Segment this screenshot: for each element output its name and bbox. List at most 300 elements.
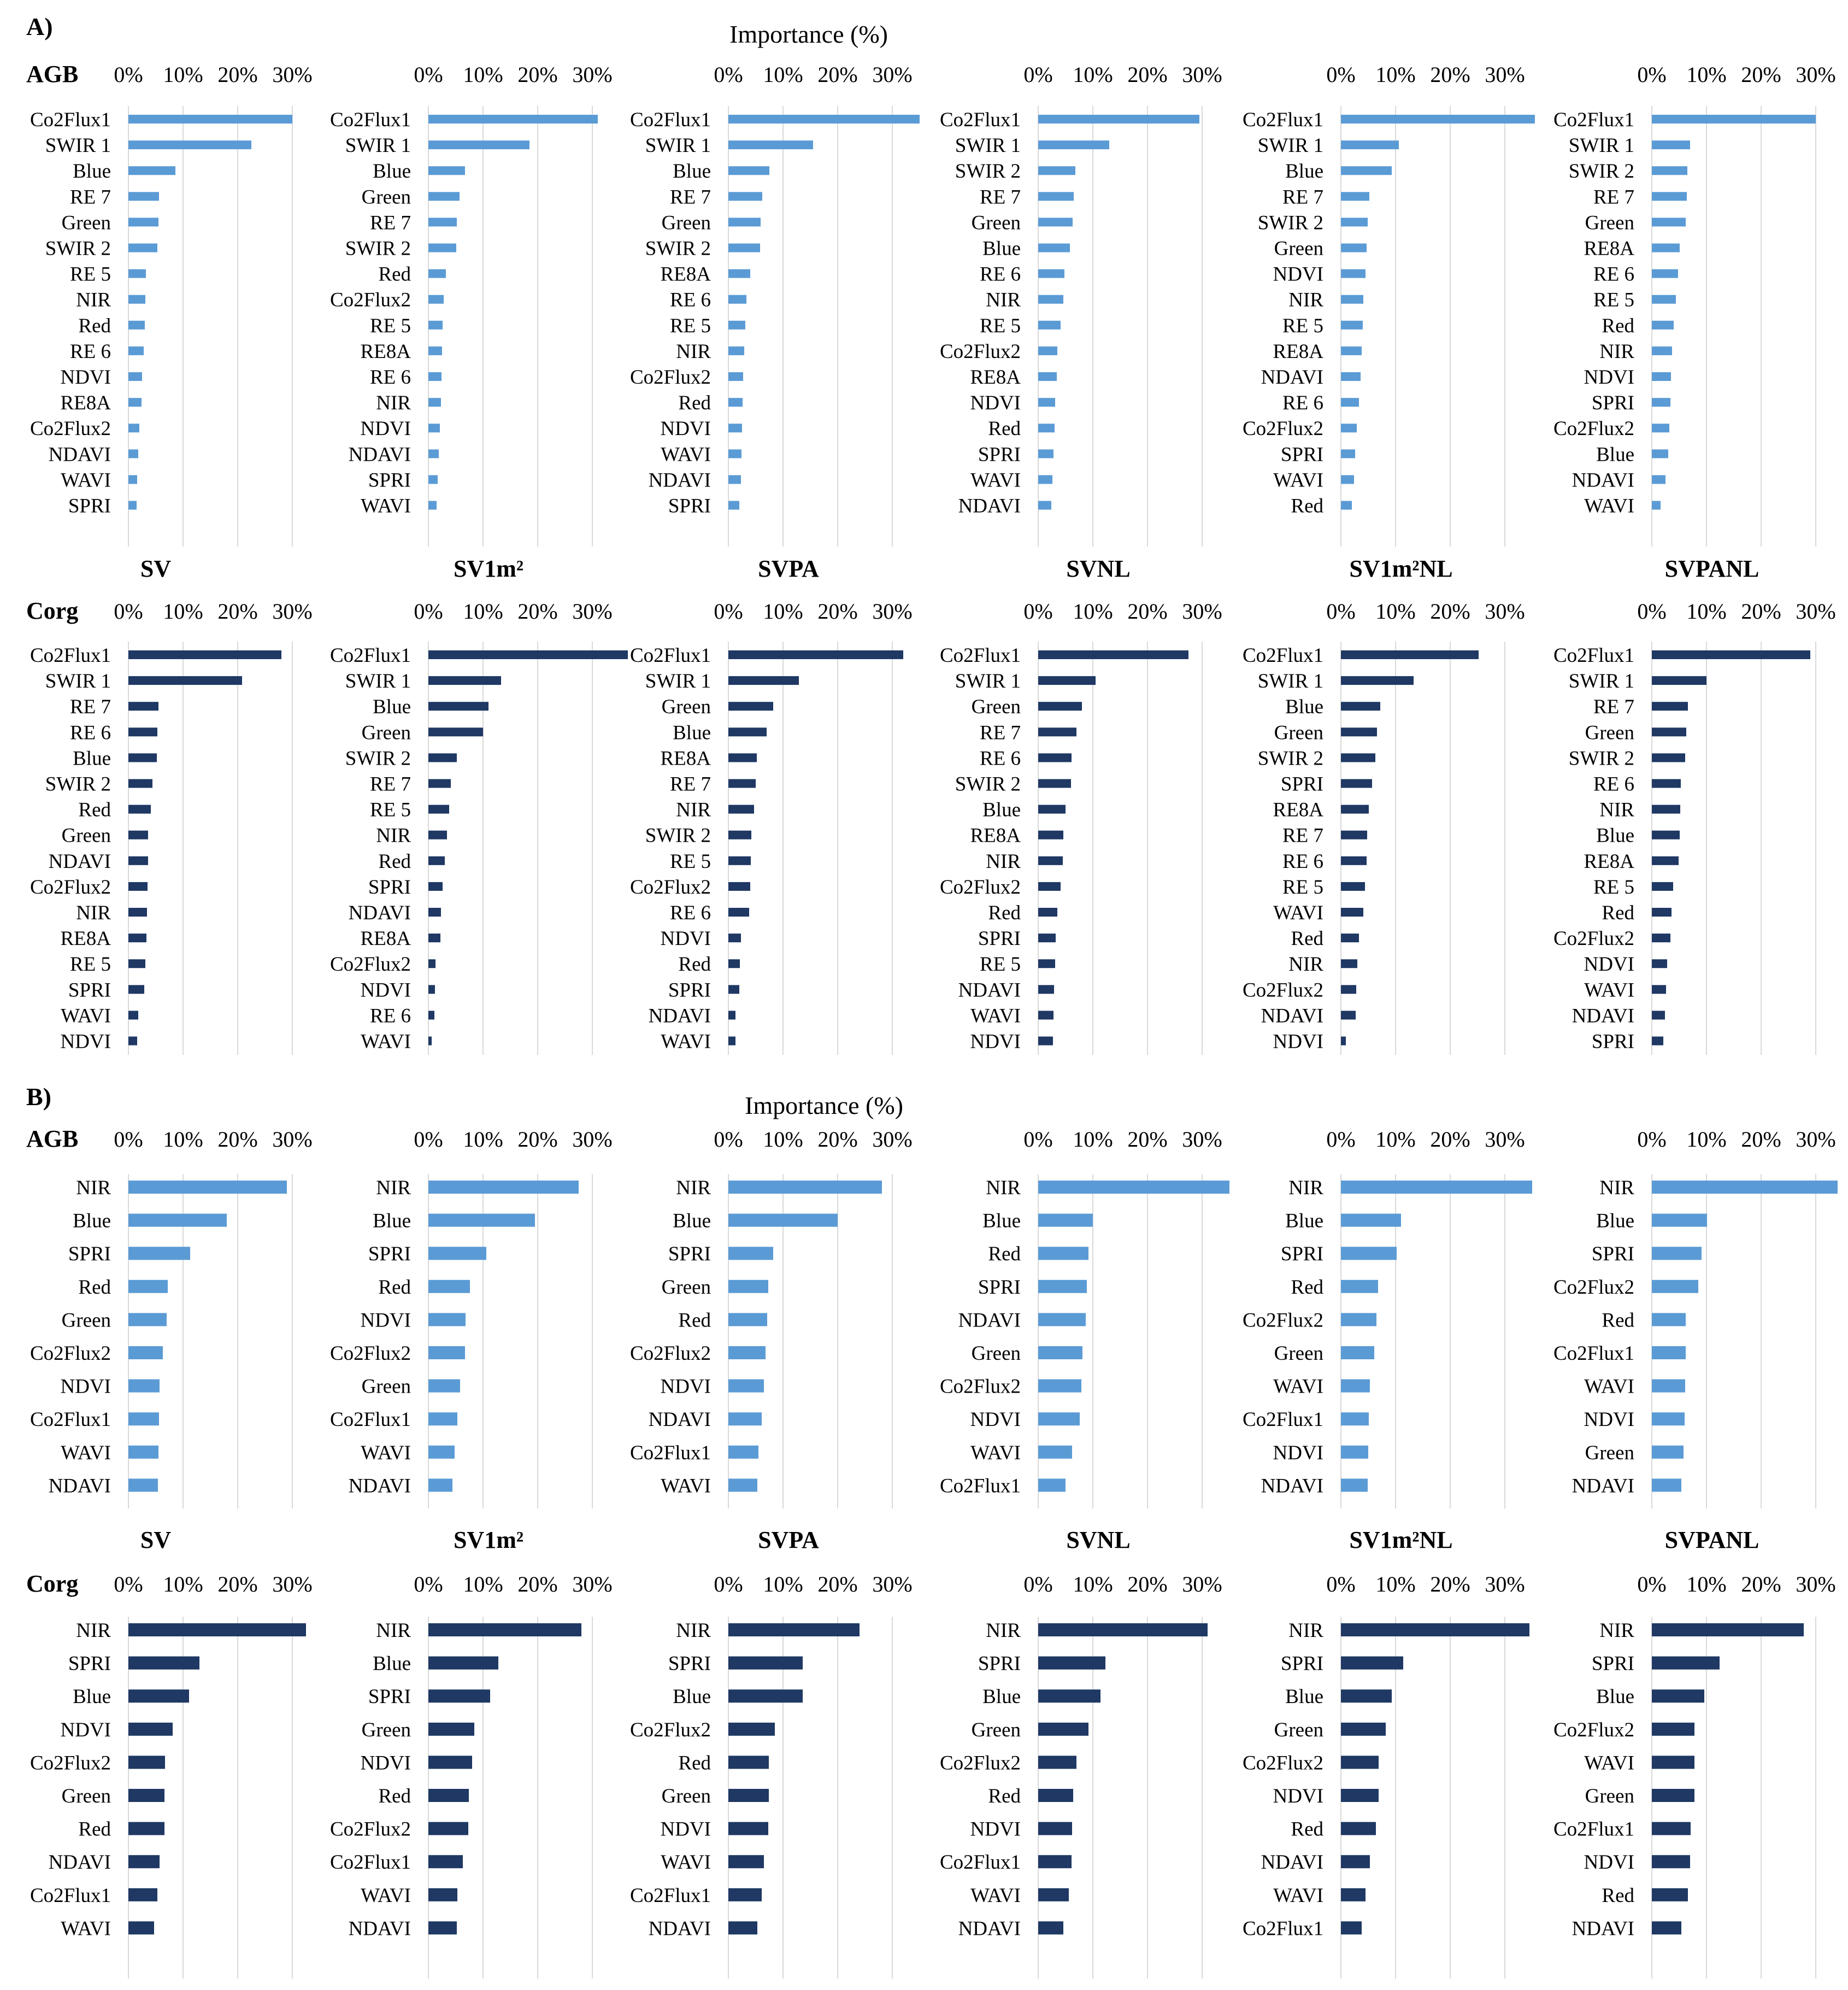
category-label: Red <box>1291 495 1323 518</box>
bar <box>728 244 760 253</box>
category-label: NDVI <box>660 418 711 441</box>
bar <box>428 1723 474 1736</box>
bar <box>128 934 146 942</box>
category-label: Co2Flux1 <box>1242 1408 1323 1431</box>
chart-b-corg-5 <box>1243 1572 1529 1979</box>
bar <box>728 1313 767 1326</box>
bar <box>1652 805 1680 814</box>
bar <box>428 1011 434 1019</box>
bar <box>728 1723 775 1736</box>
tick-label: 10% <box>763 62 803 87</box>
bar <box>728 1888 762 1901</box>
bar <box>1038 676 1096 685</box>
category-label: Blue <box>673 1210 711 1232</box>
bar <box>728 321 745 330</box>
bar <box>128 1822 164 1835</box>
bar <box>1341 1037 1346 1046</box>
category-label: Green <box>361 1375 411 1398</box>
bar <box>728 805 754 814</box>
bar <box>1038 650 1188 659</box>
bar <box>1038 269 1064 278</box>
bar <box>428 882 443 891</box>
category-label: Co2Flux2 <box>329 953 411 976</box>
bar <box>1341 1789 1379 1802</box>
model-label: SV1m² <box>453 1527 524 1553</box>
bar <box>728 934 741 942</box>
category-label: Green <box>1585 1441 1634 1464</box>
bar <box>1652 1313 1686 1326</box>
bar <box>1652 1789 1694 1802</box>
category-label: SWIR 2 <box>955 773 1021 796</box>
category-label: WAVI <box>970 1884 1021 1907</box>
bar <box>1038 1346 1082 1359</box>
bar <box>1652 1214 1707 1227</box>
bar <box>1652 475 1665 484</box>
tick-label: 0% <box>1326 1572 1356 1596</box>
bar <box>1038 244 1070 253</box>
category-label: SPRI <box>1280 443 1323 466</box>
category-label: NIR <box>986 289 1021 312</box>
bar <box>428 269 446 278</box>
bar <box>728 1478 757 1492</box>
bar <box>728 218 761 226</box>
category-label: Blue <box>673 721 711 744</box>
category-label: SPRI <box>1280 1243 1323 1266</box>
tick-label: 0% <box>1326 1127 1356 1152</box>
category-label: NIR <box>1288 289 1323 312</box>
category-label: SPRI <box>368 876 411 899</box>
category-label: WAVI <box>361 1884 411 1907</box>
bar <box>1341 831 1367 840</box>
bar <box>1652 856 1679 865</box>
bar <box>1652 218 1686 226</box>
model-label: SVPA <box>758 555 819 582</box>
chart-a-corg-4 <box>940 599 1222 1055</box>
category-label: SWIR 1 <box>1257 670 1323 693</box>
category-label: NDAVI <box>48 850 111 873</box>
bar <box>128 727 157 736</box>
bar <box>428 1380 460 1393</box>
category-label: Co2Flux2 <box>1242 1752 1323 1775</box>
bar <box>1038 727 1076 736</box>
tick-label: 10% <box>1375 62 1416 87</box>
category-label: RE8A <box>970 824 1021 847</box>
tick-label: 30% <box>1182 1572 1222 1596</box>
bar <box>728 779 756 788</box>
chart-a-corg-2 <box>330 599 628 1055</box>
tick-label: 20% <box>817 599 858 624</box>
bar <box>428 1446 455 1459</box>
bar <box>1652 1346 1686 1359</box>
bar <box>428 347 442 355</box>
bar <box>428 959 435 968</box>
bar <box>128 1723 173 1736</box>
bar <box>1341 959 1357 968</box>
bar <box>1652 1623 1804 1636</box>
bar <box>128 702 158 711</box>
category-label: WAVI <box>61 1005 111 1028</box>
category-label: Red <box>78 1818 111 1841</box>
category-label: NDVI <box>60 1718 111 1741</box>
chart-a-corg-5 <box>1243 599 1525 1055</box>
bar <box>728 727 767 736</box>
category-label: Red <box>1291 928 1323 950</box>
tick-label: 0% <box>414 62 443 87</box>
category-label: RE 5 <box>369 799 411 821</box>
category-label: SWIR 1 <box>1568 670 1634 693</box>
category-label: RE 6 <box>979 747 1021 770</box>
category-label: SWIR 2 <box>45 773 111 796</box>
tick-label: 30% <box>1796 62 1836 87</box>
category-label: SPRI <box>978 443 1021 466</box>
tick-label: 20% <box>217 1127 258 1152</box>
category-label: SWIR 1 <box>45 670 111 693</box>
category-label: NDVI <box>1273 263 1323 286</box>
bar <box>1341 1313 1376 1326</box>
bar <box>1652 449 1668 458</box>
bar <box>1341 475 1354 484</box>
category-label: Co2Flux2 <box>939 1752 1021 1775</box>
bar <box>1341 882 1365 891</box>
bar <box>1652 702 1688 711</box>
bar <box>1652 347 1672 355</box>
bar <box>728 449 741 458</box>
category-label: SWIR 2 <box>955 160 1021 183</box>
bar <box>1341 1214 1401 1227</box>
tick-label: 20% <box>217 1572 258 1596</box>
category-label: SPRI <box>68 495 111 518</box>
bar <box>128 805 151 814</box>
bar <box>428 985 435 994</box>
category-label: Co2Flux2 <box>629 366 711 389</box>
chart-a-agb-1 <box>26 61 313 582</box>
category-label: Green <box>1585 1785 1634 1807</box>
tick-label: 0% <box>1637 599 1667 624</box>
category-label: NIR <box>376 1619 411 1642</box>
tick-label: 10% <box>163 1127 203 1152</box>
bar <box>1341 166 1392 175</box>
bar <box>1038 831 1063 840</box>
bar <box>428 192 460 201</box>
category-label: NDAVI <box>348 1475 411 1498</box>
bar <box>128 1689 189 1703</box>
tick-label: 30% <box>572 1572 613 1596</box>
bar <box>428 1888 457 1901</box>
category-label: Red <box>78 799 111 821</box>
category-label: SPRI <box>668 1243 711 1266</box>
category-label: Co2Flux2 <box>939 1375 1021 1398</box>
category-label: NDAVI <box>48 1851 111 1874</box>
bar <box>728 1822 768 1835</box>
bar <box>728 1921 757 1934</box>
category-label: Red <box>988 902 1021 924</box>
tick-label: 0% <box>414 599 443 624</box>
category-label: Green <box>971 1718 1021 1741</box>
tick-label: 20% <box>1741 1572 1781 1596</box>
tick-label: 0% <box>714 1127 743 1152</box>
bar <box>1652 985 1666 994</box>
tick-label: 30% <box>1182 599 1222 624</box>
model-label: SV1m²NL <box>1349 1527 1453 1553</box>
tick-label: 0% <box>1023 599 1053 624</box>
bar <box>728 1037 735 1046</box>
category-label: Co2Flux2 <box>30 876 111 899</box>
category-label: Green <box>971 696 1021 719</box>
bar <box>128 424 139 432</box>
category-label: NDAVI <box>648 1005 711 1028</box>
category-label: Co2Flux1 <box>329 644 411 667</box>
category-label: RE 5 <box>979 953 1021 976</box>
category-label: RE8A <box>1584 850 1634 873</box>
bar <box>1038 115 1199 124</box>
bar <box>728 959 740 968</box>
bar <box>1652 398 1670 407</box>
tick-label: 20% <box>517 1127 558 1152</box>
bar <box>1341 934 1359 942</box>
bar <box>428 1657 498 1670</box>
category-label: Green <box>1585 212 1634 234</box>
bar <box>128 1380 160 1393</box>
category-label: Blue <box>373 160 411 183</box>
category-label: NIR <box>986 1177 1021 1199</box>
bar <box>128 1011 138 1019</box>
bar <box>1652 934 1670 942</box>
category-label: RE 6 <box>69 340 111 363</box>
importance-axis-title-b: Importance (%) <box>745 1091 903 1119</box>
category-label: RE 6 <box>1593 773 1634 796</box>
bar <box>1038 1723 1088 1736</box>
tick-label: 20% <box>1741 599 1781 624</box>
tick-label: 30% <box>872 599 913 624</box>
tick-label: 20% <box>817 1572 858 1596</box>
bar <box>1341 1346 1374 1359</box>
category-label: SPRI <box>978 928 1021 950</box>
category-label: Co2Flux1 <box>30 1408 111 1431</box>
bar <box>1652 753 1685 762</box>
bar <box>428 321 443 330</box>
tick-label: 20% <box>517 1572 558 1596</box>
bar <box>128 1181 287 1194</box>
bar <box>1652 727 1686 736</box>
category-label: SWIR 1 <box>345 134 411 157</box>
bar <box>1341 1011 1356 1019</box>
bar <box>1341 1657 1403 1670</box>
category-label: RE 6 <box>979 263 1021 286</box>
category-label: RE 5 <box>1593 876 1634 899</box>
chart-b-corg-3 <box>630 1572 913 1979</box>
model-label: SVPANL <box>1664 1527 1759 1553</box>
bar <box>1341 192 1369 201</box>
category-label: NIR <box>1599 1177 1634 1199</box>
section-label-b: B) <box>26 1083 51 1111</box>
chart-b-agb-2 <box>330 1127 613 1553</box>
tick-label: 30% <box>272 62 313 87</box>
category-label: NDAVI <box>958 1917 1021 1940</box>
category-label: WAVI <box>1273 1375 1323 1398</box>
bar <box>1341 1723 1386 1736</box>
bar <box>128 779 152 788</box>
bar <box>1341 1822 1376 1835</box>
category-label: Co2Flux2 <box>30 1752 111 1775</box>
category-label: Red <box>378 263 411 286</box>
bar <box>1038 908 1057 917</box>
tick-label: 10% <box>463 1572 503 1596</box>
bar <box>428 115 598 124</box>
tick-label: 30% <box>572 1127 613 1152</box>
bar <box>1038 1689 1100 1703</box>
category-label: Blue <box>1596 1686 1634 1709</box>
bar <box>728 753 757 762</box>
bar <box>1652 1037 1663 1046</box>
category-label: Co2Flux1 <box>1553 1342 1634 1365</box>
category-label: WAVI <box>970 469 1021 492</box>
bar <box>428 908 441 917</box>
category-label: NDAVI <box>958 495 1021 518</box>
target-label-agb: AGB <box>26 1125 79 1152</box>
model-label: SV <box>140 555 172 582</box>
category-label: WAVI <box>361 1441 411 1464</box>
tick-label: 20% <box>1430 1127 1470 1152</box>
bar <box>428 1822 468 1835</box>
bar <box>428 372 442 381</box>
bar <box>1341 1855 1370 1868</box>
bar <box>428 1181 579 1194</box>
category-label: WAVI <box>970 1441 1021 1464</box>
bar <box>1341 1921 1362 1934</box>
bar <box>728 1789 769 1802</box>
category-label: NDAVI <box>48 443 111 466</box>
bar <box>1038 1789 1073 1802</box>
bar <box>728 831 751 840</box>
bar <box>428 475 438 484</box>
category-label: RE 5 <box>1282 314 1323 337</box>
bar <box>1038 985 1054 994</box>
category-label: RE 6 <box>1593 263 1634 286</box>
chart-a-agb-4 <box>940 62 1222 582</box>
category-label: SWIR 1 <box>1257 134 1323 157</box>
bar <box>428 1346 465 1359</box>
bar <box>1341 805 1369 814</box>
category-label: WAVI <box>61 1441 111 1464</box>
category-label: NIR <box>76 1177 111 1199</box>
category-label: SWIR 2 <box>345 237 411 260</box>
category-label: NIR <box>76 1619 111 1642</box>
bar <box>1038 1412 1080 1425</box>
tick-label: 20% <box>517 62 558 87</box>
category-label: SPRI <box>1591 1030 1634 1053</box>
bar <box>1341 295 1363 304</box>
category-label: NDVI <box>60 1375 111 1398</box>
category-label: Blue <box>1285 160 1323 183</box>
category-label: NDAVI <box>1572 469 1634 492</box>
category-label: Red <box>678 1752 711 1775</box>
category-label: SPRI <box>68 1243 111 1266</box>
chart-b-agb-1 <box>26 1125 313 1553</box>
bar <box>728 1346 766 1359</box>
tick-label: 10% <box>163 62 203 87</box>
bar <box>728 1657 803 1670</box>
category-label: RE8A <box>60 392 111 415</box>
bar <box>1652 908 1672 917</box>
category-label: Red <box>378 850 411 873</box>
bar <box>128 959 145 968</box>
bar <box>1341 347 1362 355</box>
category-label: Blue <box>1285 1210 1323 1232</box>
category-label: Co2Flux1 <box>30 109 111 131</box>
category-label: Blue <box>1596 824 1634 847</box>
category-label: Blue <box>373 696 411 719</box>
category-label: Red <box>1291 1276 1323 1299</box>
bar <box>728 908 749 917</box>
tick-label: 10% <box>1073 1127 1113 1152</box>
category-label: Green <box>661 1785 711 1807</box>
category-label: Co2Flux1 <box>629 109 711 131</box>
category-label: Red <box>988 418 1021 441</box>
category-label: Blue <box>1285 696 1323 719</box>
bar <box>1038 218 1073 226</box>
bar <box>1652 295 1676 304</box>
bar <box>428 831 447 840</box>
category-label: Co2Flux1 <box>30 644 111 667</box>
category-label: NIR <box>76 902 111 924</box>
category-label: RE 7 <box>369 212 411 234</box>
tick-label: 0% <box>1637 62 1667 87</box>
category-label: Blue <box>73 1686 111 1709</box>
category-label: Red <box>678 1309 711 1332</box>
tick-label: 0% <box>1326 62 1356 87</box>
bar <box>1652 676 1706 685</box>
bar <box>1038 1855 1072 1868</box>
category-label: Co2Flux1 <box>1553 644 1634 667</box>
bar <box>728 650 903 659</box>
chart-a-agb-3 <box>630 62 920 582</box>
bar <box>1652 372 1671 381</box>
bar <box>1038 424 1055 432</box>
category-label: RE 7 <box>669 186 711 209</box>
bar <box>1341 1247 1397 1260</box>
category-label: NDAVI <box>48 1475 111 1498</box>
chart-b-corg-4 <box>940 1572 1222 1979</box>
bar <box>1038 372 1057 381</box>
bar <box>728 1247 773 1260</box>
category-label: Co2Flux2 <box>1553 1718 1634 1741</box>
tick-label: 30% <box>1182 1127 1222 1152</box>
bar <box>728 702 773 711</box>
category-label: Blue <box>673 160 711 183</box>
bar <box>1038 1181 1229 1194</box>
category-label: Red <box>378 1276 411 1299</box>
category-label: WAVI <box>1584 1375 1634 1398</box>
category-label: RE 5 <box>979 314 1021 337</box>
chart-b-agb-5 <box>1243 1127 1532 1553</box>
tick-label: 20% <box>1430 62 1470 87</box>
category-label: NIR <box>76 289 111 312</box>
category-label: RE 7 <box>69 696 111 719</box>
tick-label: 30% <box>1485 1127 1525 1152</box>
category-label: RE 7 <box>1593 696 1634 719</box>
category-label: Co2Flux1 <box>939 644 1021 667</box>
category-label: RE 5 <box>369 314 411 337</box>
bar <box>128 1888 157 1901</box>
bar <box>128 115 292 124</box>
bar <box>1038 1756 1076 1769</box>
tick-label: 0% <box>114 1127 143 1152</box>
tick-label: 20% <box>1430 599 1470 624</box>
target-label-corg: Corg <box>26 597 79 624</box>
category-label: Co2Flux2 <box>629 1718 711 1741</box>
tick-label: 0% <box>714 599 743 624</box>
category-label: Co2Flux1 <box>329 1851 411 1874</box>
